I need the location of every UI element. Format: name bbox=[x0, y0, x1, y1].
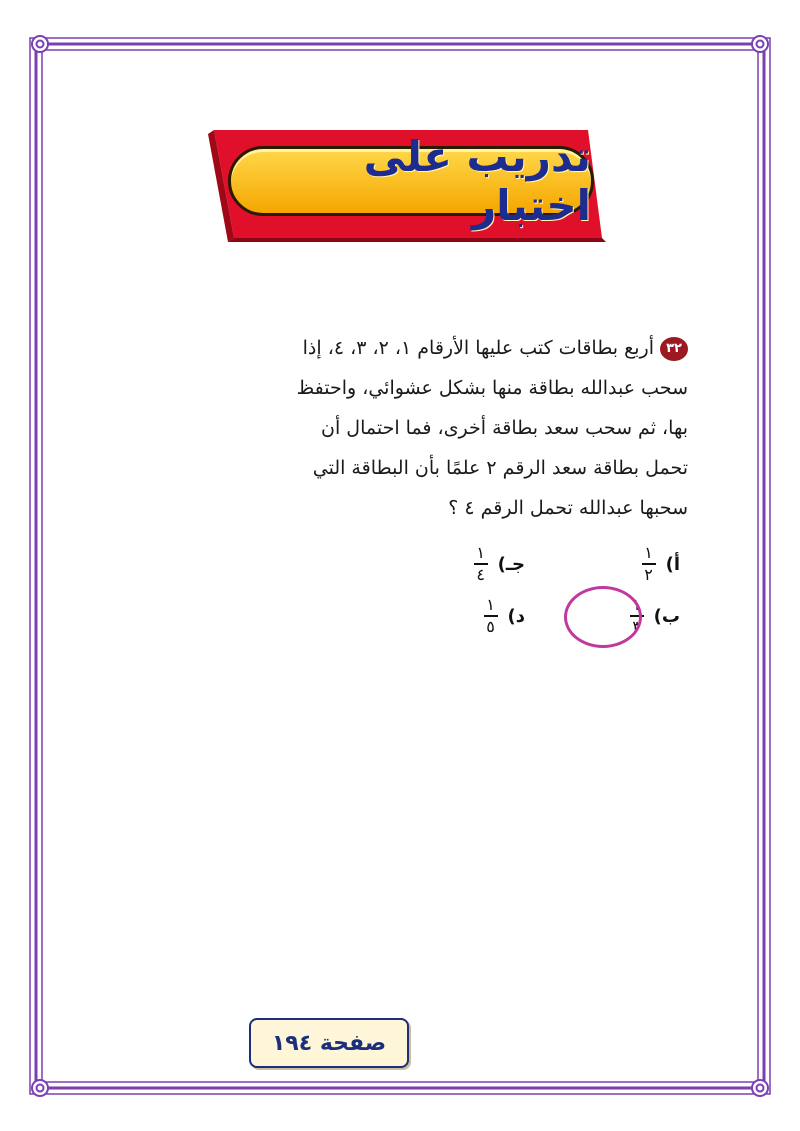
option-d-numerator: ١ bbox=[486, 595, 495, 615]
option-a-label: أ) bbox=[665, 553, 680, 575]
option-a-denominator: ٢ bbox=[644, 564, 653, 584]
option-d-label: د) bbox=[507, 605, 525, 627]
option-b-label: ب) bbox=[653, 605, 680, 627]
option-d-denominator: ٥ bbox=[486, 616, 495, 636]
correct-answer-circle bbox=[564, 586, 642, 648]
option-d[interactable] bbox=[395, 592, 525, 640]
question-line-1: أربع بطاقات كتب عليها الأرقام ١، ٢، ٣، ٤، إذا bbox=[302, 337, 654, 359]
option-c-denominator: ٤ bbox=[476, 564, 485, 584]
banner-pill bbox=[228, 132, 594, 230]
option-c-label: جـ) bbox=[497, 553, 525, 575]
option-d-fraction bbox=[484, 596, 498, 636]
option-c-numerator: ١ bbox=[476, 543, 485, 563]
option-b-numerator: ١ bbox=[632, 595, 641, 615]
question-line-5: سحبها عبدالله تحمل الرقم ٤ ؟ bbox=[448, 497, 688, 519]
option-c[interactable] bbox=[395, 540, 525, 588]
option-b-denominator: ٣ bbox=[632, 616, 641, 636]
option-c-fraction bbox=[474, 544, 488, 584]
question-line-2: سحب عبدالله بطاقة منها بشكل عشوائي، واحتفظ bbox=[296, 377, 688, 399]
page-number: صفحة ١٩٤ bbox=[271, 1030, 387, 1056]
option-a-fraction bbox=[642, 544, 656, 584]
question-line-4: تحمل بطاقة سعد الرقم ٢ علمًا بأن البطاقة التي bbox=[312, 457, 688, 479]
page-number-box bbox=[249, 1018, 409, 1068]
answer-options bbox=[400, 540, 680, 650]
question-block bbox=[240, 328, 688, 528]
option-a-numerator: ١ bbox=[644, 543, 653, 563]
question-text bbox=[240, 328, 688, 528]
question-number-badge: ٣٢ bbox=[660, 337, 688, 361]
option-a[interactable] bbox=[550, 540, 680, 588]
title-banner bbox=[208, 128, 608, 244]
page-title: تدريب على اختبار bbox=[363, 132, 591, 230]
question-line-3: بها، ثم سحب سعد بطاقة أخرى، فما احتمال أن bbox=[321, 417, 688, 439]
